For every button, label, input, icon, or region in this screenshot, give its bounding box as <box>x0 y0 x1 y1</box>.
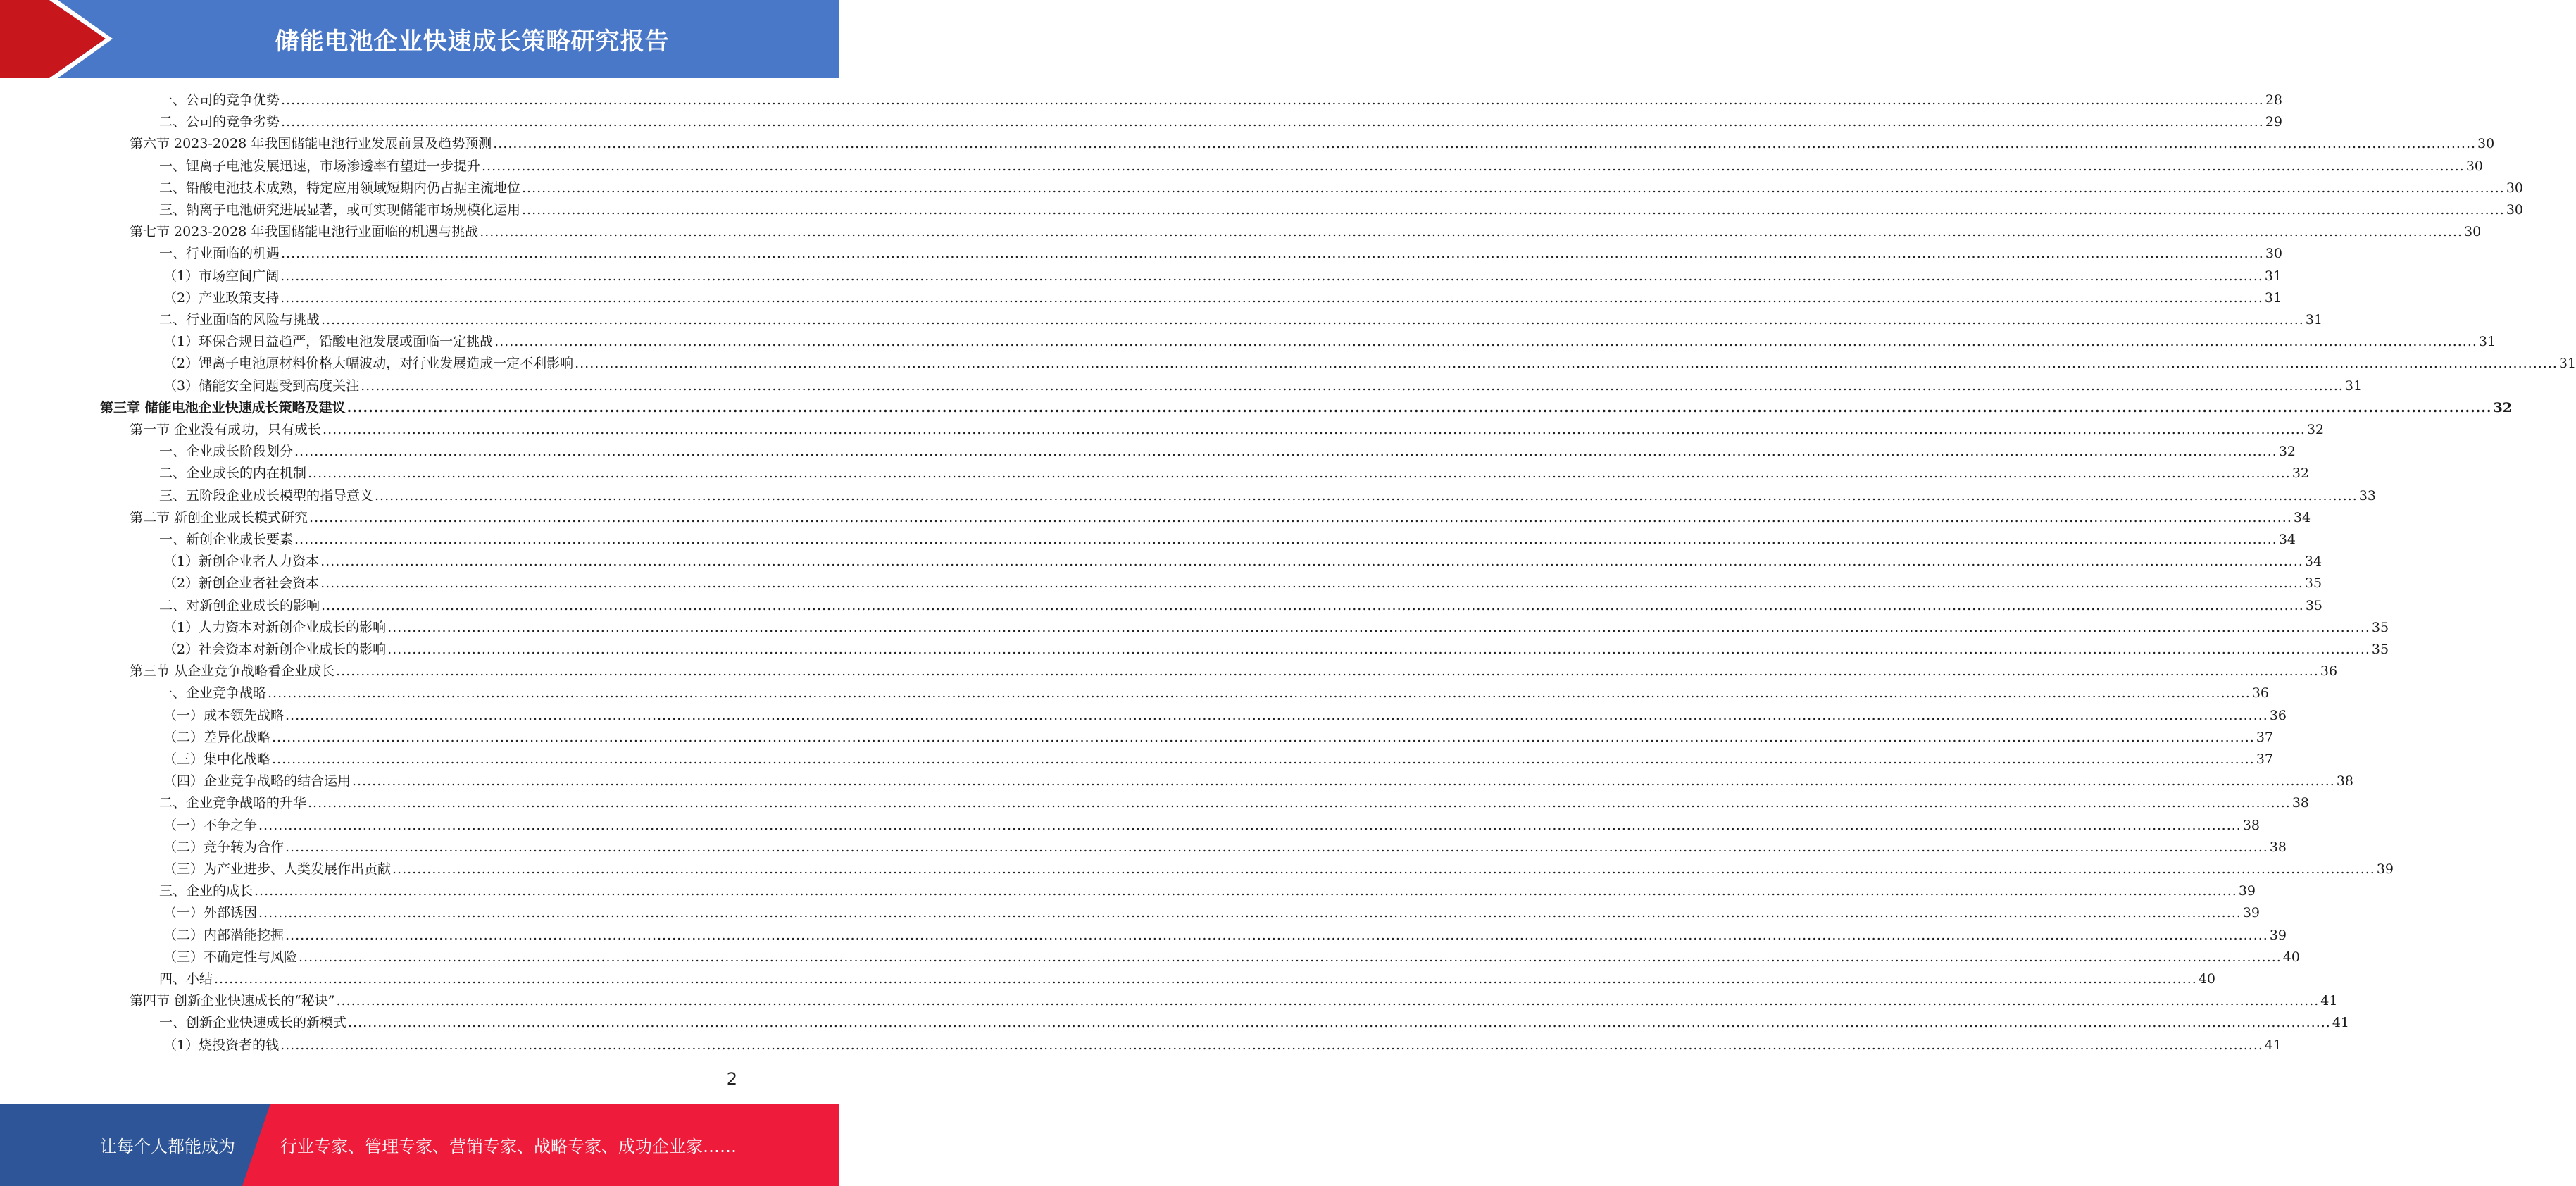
toc-entry-title: 二、行业面临的风险与挑战 <box>159 312 320 327</box>
toc-entry-page: 30 <box>2465 158 2484 174</box>
toc-dot-leader: ................................................................................................................................................................................................................................................................................................................................................................................................................ <box>375 487 2358 504</box>
toc-dot-leader: ................................................................................................................................................................................................................................................................................................................................................................................................................ <box>294 444 2277 460</box>
toc-dot-leader: ................................................................................................................................................................................................................................................................................................................................................................................................................ <box>336 993 2320 1009</box>
toc-entry[interactable] <box>130 661 2338 682</box>
toc-entry-page: 41 <box>2332 1015 2350 1031</box>
toc-entry[interactable] <box>159 309 2323 331</box>
toc-dot-leader: ................................................................................................................................................................................................................................................................................................................................................................................................................ <box>258 817 2242 833</box>
toc-entry-title: （一）外部诱因 <box>163 905 258 921</box>
toc-entry-page: 40 <box>2282 949 2301 965</box>
toc-dot-leader: ................................................................................................................................................................................................................................................................................................................................................................................................................ <box>320 575 2303 592</box>
toc-dot-leader: ................................................................................................................................................................................................................................................................................................................................................................................................................ <box>361 377 2344 394</box>
toc-entry-page: 38 <box>2291 795 2310 811</box>
toc-dot-leader: ................................................................................................................................................................................................................................................................................................................................................................................................................ <box>493 136 2477 152</box>
toc-entry-title: 二、铅酸电池技术成熟，特定应用领域短期内仍占据主流地位 <box>159 180 521 196</box>
toc-entry[interactable] <box>163 1035 2282 1056</box>
toc-entry-title: （2）社会资本对新创企业成长的影响 <box>163 642 387 657</box>
toc-entry-title: （2）锂离子电池原材料价格大幅波动，对行业发展造成一定不利影响 <box>163 356 574 372</box>
toc-entry[interactable] <box>163 331 2496 353</box>
toc-dot-leader: ................................................................................................................................................................................................................................................................................................................................................................................................................ <box>321 597 2304 613</box>
toc-dot-leader: ................................................................................................................................................................................................................................................................................................................................................................................................................ <box>494 334 2477 350</box>
toc-entry-title: 二、企业成长的内在机制 <box>159 466 307 482</box>
toc-entry[interactable] <box>163 353 2576 375</box>
toc-entry[interactable] <box>159 177 2524 199</box>
toc-entry[interactable] <box>159 880 2256 902</box>
toc-entry[interactable] <box>163 705 2287 727</box>
toc-entry-page: 33 <box>2358 487 2377 504</box>
toc-entry-page: 31 <box>2478 334 2496 350</box>
toc-dot-leader: ................................................................................................................................................................................................................................................................................................................................................................................................................ <box>522 180 2505 196</box>
toc-entry[interactable] <box>100 397 2512 419</box>
toc-entry[interactable] <box>163 770 2354 792</box>
toc-dot-leader: ................................................................................................................................................................................................................................................................................................................................................................................................................ <box>299 949 2282 965</box>
page-header <box>0 0 839 78</box>
toc-entry[interactable] <box>163 573 2322 594</box>
toc-dot-leader: ................................................................................................................................................................................................................................................................................................................................................................................................................ <box>280 289 2263 306</box>
toc-entry-page: 30 <box>2506 202 2524 218</box>
toc-entry-title: 一、企业竞争战略 <box>159 685 267 701</box>
toc-entry-page: 31 <box>2305 312 2323 327</box>
toc-dot-leader: ................................................................................................................................................................................................................................................................................................................................................................................................................ <box>258 905 2242 921</box>
toc-dot-leader: ................................................................................................................................................................................................................................................................................................................................................................................................................ <box>272 729 2255 745</box>
toc-dot-leader: ................................................................................................................................................................................................................................................................................................................................................................................................................ <box>348 1015 2331 1031</box>
toc-entry-title: 一、新创企业成长要素 <box>159 532 294 547</box>
toc-entry-title: 三、五阶段企业成长模型的指导意义 <box>159 487 374 504</box>
toc-entry[interactable] <box>163 727 2274 749</box>
toc-entry-title: 第三章 储能电池企业快速成长策略及建议 <box>100 399 346 416</box>
toc-entry-page: 36 <box>2320 663 2338 680</box>
toc-dot-leader: ................................................................................................................................................................................................................................................................................................................................................................................................................ <box>480 224 2463 240</box>
toc-entry-page: 41 <box>2264 1037 2282 1053</box>
toc-entry[interactable] <box>159 199 2524 221</box>
toc-entry[interactable] <box>163 617 2389 639</box>
toc-entry-title: 三、企业的成长 <box>159 883 254 899</box>
page-number: 2 <box>726 1069 737 1089</box>
toc-entry-page: 30 <box>2265 246 2283 262</box>
toc-entry[interactable] <box>163 902 2261 924</box>
toc-entry-page: 31 <box>2344 377 2363 394</box>
toc-entry-page: 38 <box>2242 817 2261 833</box>
toc-entry-page: 38 <box>2269 839 2287 855</box>
toc-entry[interactable] <box>163 375 2363 397</box>
toc-entry-title: 第一节 企业没有成功，只有成长 <box>130 422 322 437</box>
toc-entry-title: 第二节 新创企业成长模式研究 <box>130 509 308 525</box>
toc-entry-title: （四）企业竞争战略的结合运用 <box>163 773 351 789</box>
toc-dot-leader: ................................................................................................................................................................................................................................................................................................................................................................................................................ <box>268 685 2251 701</box>
footer-slogan-right: 行业专家、管理专家、营销专家、战略专家、成功企业家…… <box>280 1137 737 1156</box>
toc-entry-title: 二、对新创企业成长的影响 <box>159 597 320 613</box>
toc-entry-page: 29 <box>2265 114 2283 130</box>
toc-entry-title: （三）不确定性与风险 <box>163 949 298 965</box>
toc-entry-title: （三）为产业进步、人类发展作出贡献 <box>163 861 392 877</box>
toc-entry-title: （1）烧投资者的钱 <box>163 1037 280 1053</box>
toc-entry-page: 40 <box>2198 971 2216 987</box>
toc-dot-leader: ................................................................................................................................................................................................................................................................................................................................................................................................................ <box>281 114 2264 130</box>
toc-entry[interactable] <box>163 749 2274 770</box>
toc-entry[interactable] <box>163 859 2394 880</box>
toc-entry-title: （二）竞争转为合作 <box>163 839 285 855</box>
toc-entry[interactable] <box>159 485 2377 507</box>
toc-entry[interactable] <box>159 792 2310 814</box>
toc-entry-title: 一、创新企业快速成长的新模式 <box>159 1015 347 1031</box>
toc-dot-leader: ................................................................................................................................................................................................................................................................................................................................................................................................................ <box>309 509 2292 525</box>
toc-entry-title: （2）产业政策支持 <box>163 289 280 306</box>
toc-entry-page: 30 <box>2464 224 2482 240</box>
toc-entry-title: （二）差异化战略 <box>163 729 271 745</box>
toc-entry-page: 37 <box>2256 751 2274 767</box>
toc-entry[interactable] <box>130 133 2495 155</box>
toc-dot-leader: ................................................................................................................................................................................................................................................................................................................................................................................................................ <box>281 92 2264 108</box>
toc-entry-page: 35 <box>2304 575 2322 592</box>
toc-entry[interactable] <box>130 990 2338 1012</box>
toc-entry[interactable] <box>159 595 2323 617</box>
toc-entry[interactable] <box>159 243 2283 265</box>
toc-entry-page: 39 <box>2242 905 2261 921</box>
toc-entry-page: 34 <box>2293 509 2311 525</box>
toc-entry[interactable] <box>159 463 2310 485</box>
toc-dot-leader: ................................................................................................................................................................................................................................................................................................................................................................................................................ <box>308 795 2291 811</box>
toc-dot-leader: ................................................................................................................................................................................................................................................................................................................................................................................................................ <box>320 554 2303 570</box>
toc-entry[interactable] <box>159 529 2296 551</box>
page-footer <box>0 1104 839 1186</box>
toc-entry-title: （一）不争之争 <box>163 817 258 833</box>
toc-dot-leader: ................................................................................................................................................................................................................................................................................................................................................................................................................ <box>285 707 2268 723</box>
toc-dot-leader: ................................................................................................................................................................................................................................................................................................................................................................................................................ <box>285 839 2268 855</box>
toc-entry[interactable] <box>159 156 2484 177</box>
toc-entry-page: 38 <box>2336 773 2354 789</box>
toc-dot-leader: ................................................................................................................................................................................................................................................................................................................................................................................................................ <box>214 971 2197 987</box>
toc-entry-title: （2）新创企业者社会资本 <box>163 575 320 592</box>
toc-dot-leader: ................................................................................................................................................................................................................................................................................................................................................................................................................ <box>482 158 2465 174</box>
toc-entry-page: 31 <box>2264 268 2282 284</box>
toc-dot-leader: ................................................................................................................................................................................................................................................................................................................................................................................................................ <box>281 246 2264 262</box>
toc-entry-title: 一、锂离子电池发展迅速，市场渗透率有望进一步提升 <box>159 158 481 174</box>
toc-entry-page: 41 <box>2320 993 2338 1009</box>
toc-dot-leader: ................................................................................................................................................................................................................................................................................................................................................................................................................ <box>272 751 2255 767</box>
toc-entry-page: 28 <box>2265 92 2283 108</box>
toc-entry-page: 34 <box>2304 554 2322 570</box>
toc-entry[interactable] <box>130 507 2311 529</box>
toc-entry-title: （三）集中化战略 <box>163 751 271 767</box>
toc-dot-leader: ................................................................................................................................................................................................................................................................................................................................................................................................................ <box>392 861 2375 877</box>
toc-dot-leader: ................................................................................................................................................................................................................................................................................................................................................................................................................ <box>346 399 2492 416</box>
toc-entry-page: 36 <box>2269 707 2287 723</box>
toc-entry-page: 32 <box>2493 399 2512 416</box>
toc-entry[interactable] <box>130 419 2325 441</box>
toc-entry-page: 34 <box>2278 532 2296 547</box>
toc-entry-page: 37 <box>2256 729 2274 745</box>
toc-entry-title: 三、钠离子电池研究进展显著，或可实现储能市场规模化运用 <box>159 202 521 218</box>
toc-entry[interactable] <box>163 815 2261 837</box>
toc-entry-title: 第四节 创新企业快速成长的“秘诀” <box>130 993 335 1009</box>
toc-entry-title: 二、企业竞争战略的升华 <box>159 795 307 811</box>
toc-dot-leader: ................................................................................................................................................................................................................................................................................................................................................................................................................ <box>522 202 2505 218</box>
toc-entry[interactable] <box>163 837 2287 859</box>
toc-entry-title: 第七节 2023-2028 年我国储能电池行业面临的机遇与挑战 <box>130 224 479 240</box>
toc-entry-title: 四、小结 <box>159 971 213 987</box>
toc-entry-title: （1）新创企业者人力资本 <box>163 554 320 570</box>
toc-dot-leader: ................................................................................................................................................................................................................................................................................................................................................................................................................ <box>321 312 2304 327</box>
toc-dot-leader: ................................................................................................................................................................................................................................................................................................................................................................................................................ <box>294 532 2277 547</box>
toc-dot-leader: ................................................................................................................................................................................................................................................................................................................................................................................................................ <box>280 1037 2263 1053</box>
toc-dot-leader: ................................................................................................................................................................................................................................................................................................................................................................................................................ <box>323 422 2306 437</box>
toc-entry[interactable] <box>159 1012 2350 1034</box>
toc-entry-page: 32 <box>2278 444 2296 460</box>
toc-entry-page: 30 <box>2477 136 2495 152</box>
toc-entry-page: 32 <box>2306 422 2325 437</box>
toc-entry-page: 39 <box>2238 883 2256 899</box>
toc-entry[interactable] <box>159 682 2270 704</box>
toc-entry-page: 35 <box>2305 597 2323 613</box>
toc-entry-page: 39 <box>2376 861 2394 877</box>
toc-dot-leader: ................................................................................................................................................................................................................................................................................................................................................................................................................ <box>254 883 2237 899</box>
toc-entry-page: 39 <box>2269 927 2287 943</box>
toc-entry-page: 30 <box>2506 180 2524 196</box>
toc-entry-title: （一）成本领先战略 <box>163 707 285 723</box>
toc-entry-title: 第三节 从企业竞争战略看企业成长 <box>130 663 335 680</box>
toc-entry-title: 二、公司的竞争劣势 <box>159 114 280 130</box>
report-title: 储能电池企业快速成长策略研究报告 <box>275 27 670 56</box>
toc-entry-page: 31 <box>2264 289 2282 306</box>
toc-entry-title: 一、公司的竞争优势 <box>159 92 280 108</box>
toc-entry[interactable] <box>163 925 2287 947</box>
toc-entry[interactable] <box>159 89 2283 111</box>
toc-entry[interactable] <box>159 968 2216 990</box>
toc-entry-title: （3）储能安全问题受到高度关注 <box>163 377 360 394</box>
toc-dot-leader: ................................................................................................................................................................................................................................................................................................................................................................................................................ <box>352 773 2335 789</box>
toc-entry-title: （1）市场空间广阔 <box>163 268 280 284</box>
toc-entry[interactable] <box>159 441 2296 463</box>
toc-entry-page: 35 <box>2371 619 2389 635</box>
toc-entry-title: 一、行业面临的机遇 <box>159 246 280 262</box>
toc-dot-leader: ................................................................................................................................................................................................................................................................................................................................................................................................................ <box>575 356 2558 372</box>
toc-entry-title: （1）环保合规日益趋严，铅酸电池发展或面临一定挑战 <box>163 334 494 350</box>
toc-dot-leader: ................................................................................................................................................................................................................................................................................................................................................................................................................ <box>308 466 2291 482</box>
toc-entry[interactable] <box>163 639 2389 661</box>
toc-entry-title: （1）人力资本对新创企业成长的影响 <box>163 619 387 635</box>
toc-dot-leader: ................................................................................................................................................................................................................................................................................................................................................................................................................ <box>387 642 2370 657</box>
toc-entry-page: 32 <box>2291 466 2310 482</box>
footer-slogan-left: 让每个人都能成为 <box>100 1137 235 1156</box>
toc-entry-page: 36 <box>2251 685 2270 701</box>
toc-entry[interactable] <box>159 111 2283 133</box>
toc-entry[interactable] <box>130 221 2482 243</box>
toc-entry[interactable] <box>163 947 2301 968</box>
toc-entry[interactable] <box>163 266 2282 287</box>
toc-entry-page: 35 <box>2371 642 2389 657</box>
toc-dot-leader: ................................................................................................................................................................................................................................................................................................................................................................................................................ <box>387 619 2370 635</box>
toc-entry-title: 第六节 2023-2028 年我国储能电池行业发展前景及趋势预测 <box>130 136 492 152</box>
toc-entry-title: 一、企业成长阶段划分 <box>159 444 294 460</box>
toc-entry[interactable] <box>163 287 2282 309</box>
toc-entry[interactable] <box>163 551 2322 573</box>
toc-entry-title: （二）内部潜能挖掘 <box>163 927 285 943</box>
toc-dot-leader: ................................................................................................................................................................................................................................................................................................................................................................................................................ <box>336 663 2319 680</box>
toc-entry-page: 31 <box>2558 356 2576 372</box>
toc-dot-leader: ................................................................................................................................................................................................................................................................................................................................................................................................................ <box>285 927 2268 943</box>
toc-dot-leader: ................................................................................................................................................................................................................................................................................................................................................................................................................ <box>280 268 2263 284</box>
